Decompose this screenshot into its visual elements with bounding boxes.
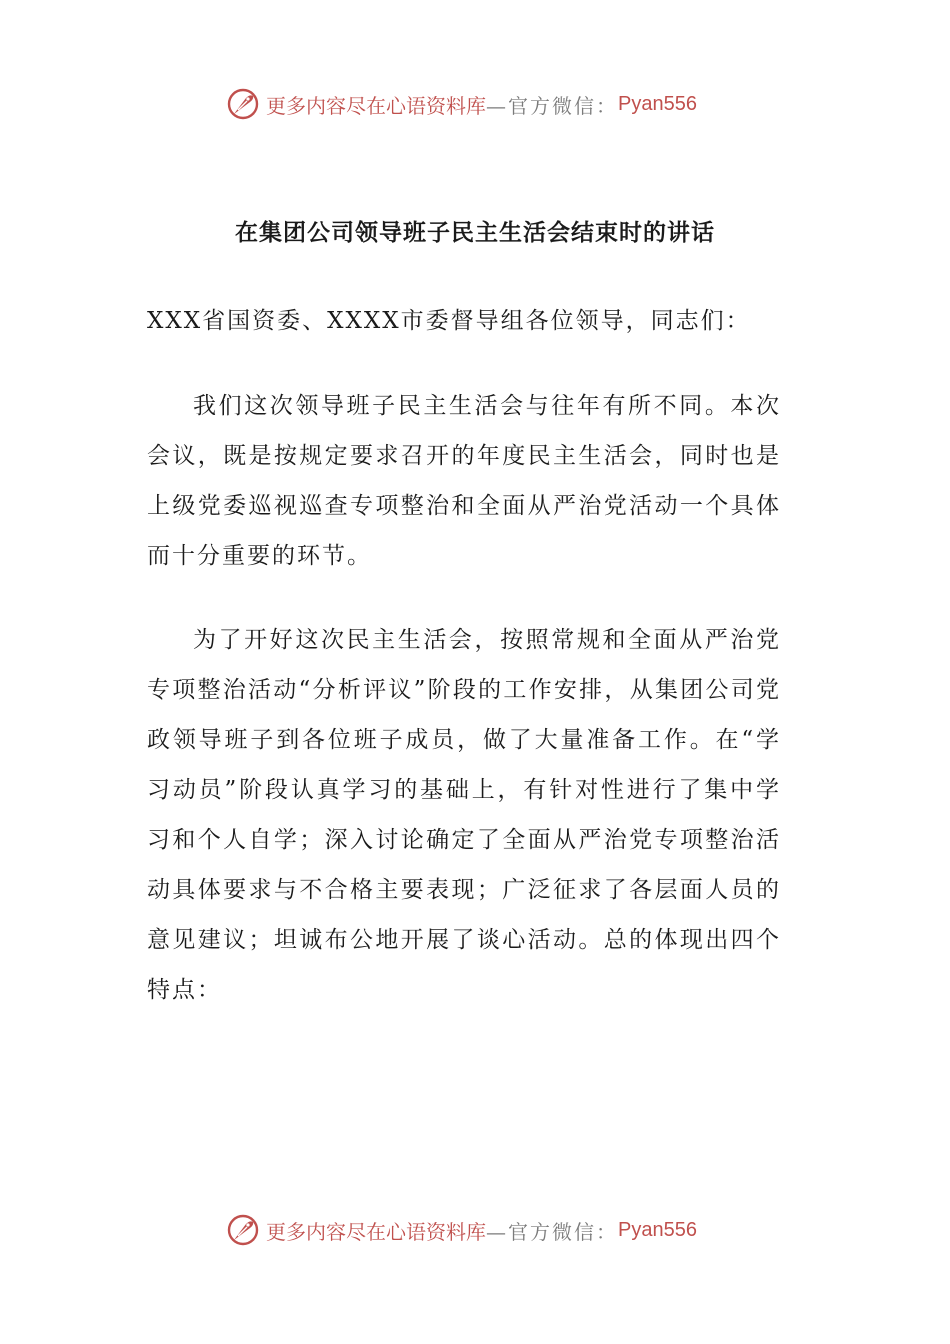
banner-contact-label: —官方微信： — [486, 93, 618, 118]
banner-contact-id: Pyan556 — [618, 1218, 697, 1241]
header-banner — [226, 86, 697, 122]
body-paragraph-2: 为了开好这次民主生活会，按照常规和全面从严治党专项整治活动“分析评议”阶段的工作安排，从集团公司党政领导班子到各位班子成员，做了大量准备工作。在“学习动员”阶段认真学习的基础上，有针对性进行了集中学习和个人自学；深入讨论确定了全面从严治党专项整治活动具体要求与不合格主要表现；广泛征求了各层面人员的意见建议；坦诚布公地开展了谈心活动。总的体现出四个特点： — [147, 627, 781, 1003]
salutation: XXX省国资委、XXXX市委督导组各位领导，同志们： — [147, 308, 751, 334]
body-paragraph-1: 我们这次领导班子民主生活会与往年有所不同。本次会议，既是按规定要求召开的年度民主生活会，同时也是上级党委巡视巡查专项整治和全面从严治党活动一个具体而十分重要的环节。 — [147, 393, 781, 569]
footer-banner — [226, 1212, 697, 1248]
banner-brand-text: 更多内容尽在心语资料库 — [266, 1219, 486, 1244]
banner-contact-id: Pyan556 — [618, 92, 697, 115]
pen-nib-logo-icon — [226, 1213, 260, 1247]
pen-nib-logo-icon — [226, 87, 260, 121]
banner-brand-text: 更多内容尽在心语资料库 — [266, 93, 486, 118]
banner-contact-label: —官方微信： — [486, 1219, 618, 1244]
document-title: 在集团公司领导班子民主生活会结束时的讲话 — [235, 219, 715, 246]
